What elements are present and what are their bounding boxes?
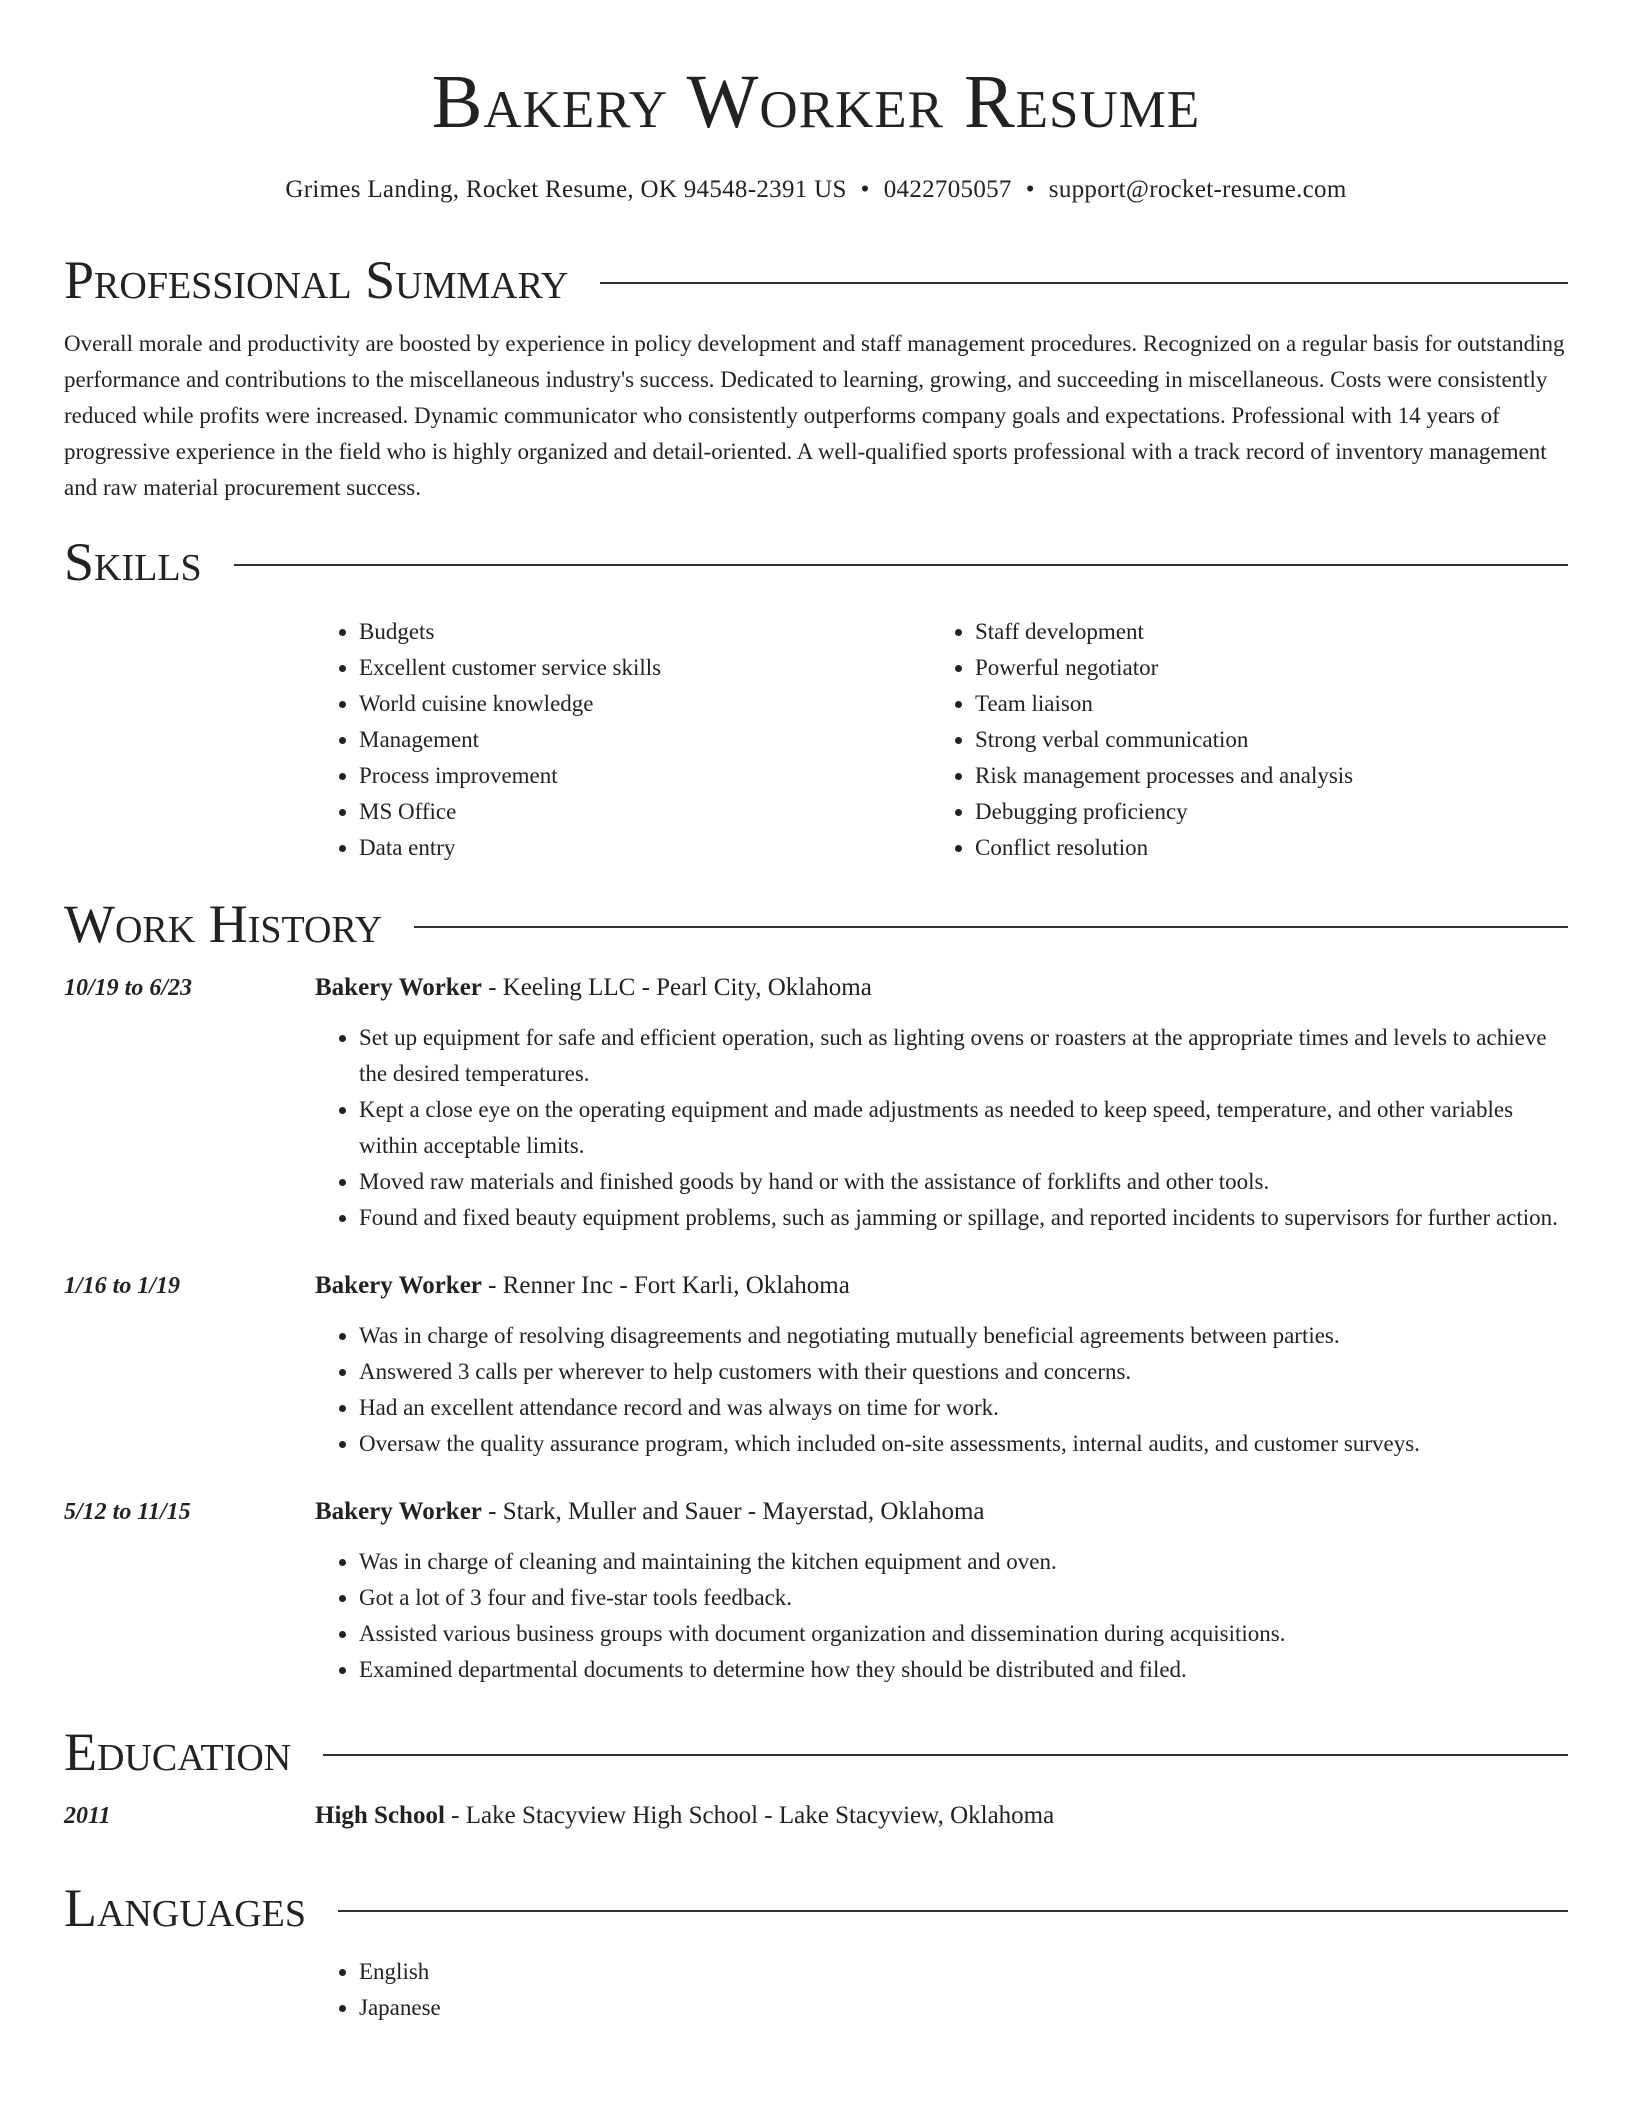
job-title: Bakery Worker <box>315 1498 482 1525</box>
contact-email[interactable]: support@rocket-resume.com <box>1048 176 1347 203</box>
summary-heading: Professional Summary <box>64 250 569 310</box>
job-heading <box>315 1494 985 1530</box>
skill-item: • Team liaison <box>975 686 1547 722</box>
contact-line <box>64 174 1568 206</box>
job-bullet: • Was in charge of cleaning and maintaining the kitchen equipment and oven. <box>359 1544 1568 1580</box>
skills-section-header <box>64 530 1568 594</box>
job-employer: - Keeling LLC - Pearl City, Oklahoma <box>481 974 872 1001</box>
skill-item: • Debugging proficiency <box>975 794 1547 830</box>
job-bullets <box>315 1318 1568 1462</box>
section-divider <box>600 282 1568 284</box>
skill-item: • Data entry <box>359 830 931 866</box>
job-bullet: • Examined departmental documents to determine how they should be distributed and filed. <box>359 1652 1568 1688</box>
skill-item: • MS Office <box>359 794 931 830</box>
job-date: 10/19 to 6/23 <box>64 975 193 1001</box>
education-degree: High School <box>315 1802 445 1829</box>
contact-separator: • <box>1025 176 1035 203</box>
job-title: Bakery Worker <box>315 974 482 1001</box>
skill-item: • Powerful negotiator <box>975 650 1547 686</box>
education-heading: Education <box>64 1722 292 1782</box>
language-item: • Japanese <box>359 1990 1568 2026</box>
skill-item: • Strong verbal communication <box>975 722 1547 758</box>
work-section-header <box>64 892 1568 956</box>
job-bullets <box>315 1544 1568 1688</box>
job-bullets <box>315 1020 1568 1236</box>
languages-heading: Languages <box>64 1878 306 1938</box>
skills-column-right <box>931 614 1547 866</box>
job-bullet: • Found and fixed beauty equipment problems, such as jamming or spillage, and reported incidents to supervisors for further action. <box>359 1200 1568 1236</box>
skill-item: • Risk management processes and analysis <box>975 758 1547 794</box>
section-divider <box>414 926 1568 928</box>
contact-separator: • <box>860 176 870 203</box>
job-bullet: • Moved raw materials and finished goods by hand or with the assistance of forklifts and other tools. <box>359 1164 1568 1200</box>
skill-item: • Budgets <box>359 614 931 650</box>
job-bullet: • Was in charge of resolving disagreements and negotiating mutually beneficial agreements between parties. <box>359 1318 1568 1354</box>
summary-section-header <box>64 248 1568 312</box>
job-heading <box>315 1268 850 1304</box>
job-bullet: • Had an excellent attendance record and was always on time for work. <box>359 1390 1568 1426</box>
skills-column-left <box>315 614 931 866</box>
job-employer: - Stark, Muller and Sauer - Mayerstad, Oklahoma <box>481 1498 985 1525</box>
skill-item: • Process improvement <box>359 758 931 794</box>
section-divider <box>234 564 1568 566</box>
resume-title: Bakery Worker Resume <box>431 60 1201 144</box>
job-heading <box>315 970 872 1006</box>
job-entry <box>64 1494 1568 1530</box>
education-heading-line <box>315 1798 1054 1834</box>
job-date: 5/12 to 11/15 <box>64 1499 191 1525</box>
section-divider <box>338 1910 1568 1912</box>
contact-phone: 0422705057 <box>883 176 1012 203</box>
job-bullet: • Kept a close eye on the operating equipment and made adjustments as needed to keep speed, temperature, and other variables within acceptable limits. <box>359 1092 1568 1164</box>
job-date: 1/16 to 1/19 <box>64 1273 181 1299</box>
contact-address: Grimes Landing, Rocket Resume, OK 94548-2391 US <box>285 176 847 203</box>
job-bullet: • Assisted various business groups with document organization and dissemination during acquisitions. <box>359 1616 1568 1652</box>
job-entry <box>64 970 1568 1006</box>
skill-item: • Staff development <box>975 614 1547 650</box>
education-date: 2011 <box>64 1803 111 1829</box>
language-item: • English <box>359 1954 1568 1990</box>
summary-text: Overall morale and productivity are boosted by experience in policy development and staff management procedures. Recognized on a regular basis for outstanding performance and contributions to the miscellaneous industry's success. Dedicated to learning, growing, and succeeding in miscellaneous. Costs were consistently reduced while profits were increased. Dynamic communicator who consistently outperforms company goals and expectations. Professional with 14 years of progressive experience in the field who is highly organized and detail-oriented. A well-qualified sports professional with a track record of inventory management and raw material procurement success. <box>64 331 1565 500</box>
job-bullet: • Answered 3 calls per wherever to help customers with their questions and concerns. <box>359 1354 1568 1390</box>
job-bullet: • Got a lot of 3 four and five-star tools feedback. <box>359 1580 1568 1616</box>
languages-section-header <box>64 1876 1568 1940</box>
job-bullet: • Set up equipment for safe and efficient operation, such as lighting ovens or roasters at the appropriate times and levels to achieve the desired temperatures. <box>359 1020 1568 1092</box>
languages-list <box>315 1954 1568 2026</box>
work-heading: Work History <box>64 894 383 954</box>
skill-item: • Excellent customer service skills <box>359 650 931 686</box>
skills-heading: Skills <box>64 532 202 592</box>
skill-item: • Conflict resolution <box>975 830 1547 866</box>
education-school: - Lake Stacyview High School - Lake Stacyview, Oklahoma <box>444 1802 1055 1829</box>
job-title: Bakery Worker <box>315 1272 482 1299</box>
section-divider <box>323 1754 1568 1756</box>
skill-item: • World cuisine knowledge <box>359 686 931 722</box>
education-entry <box>64 1798 1568 1834</box>
skills-list <box>315 614 1568 866</box>
education-section-header <box>64 1720 1568 1784</box>
job-entry <box>64 1268 1568 1304</box>
job-employer: - Renner Inc - Fort Karli, Oklahoma <box>481 1272 850 1299</box>
skill-item: • Management <box>359 722 931 758</box>
job-bullet: • Oversaw the quality assurance program, which included on-site assessments, internal audits, and customer surveys. <box>359 1426 1568 1462</box>
